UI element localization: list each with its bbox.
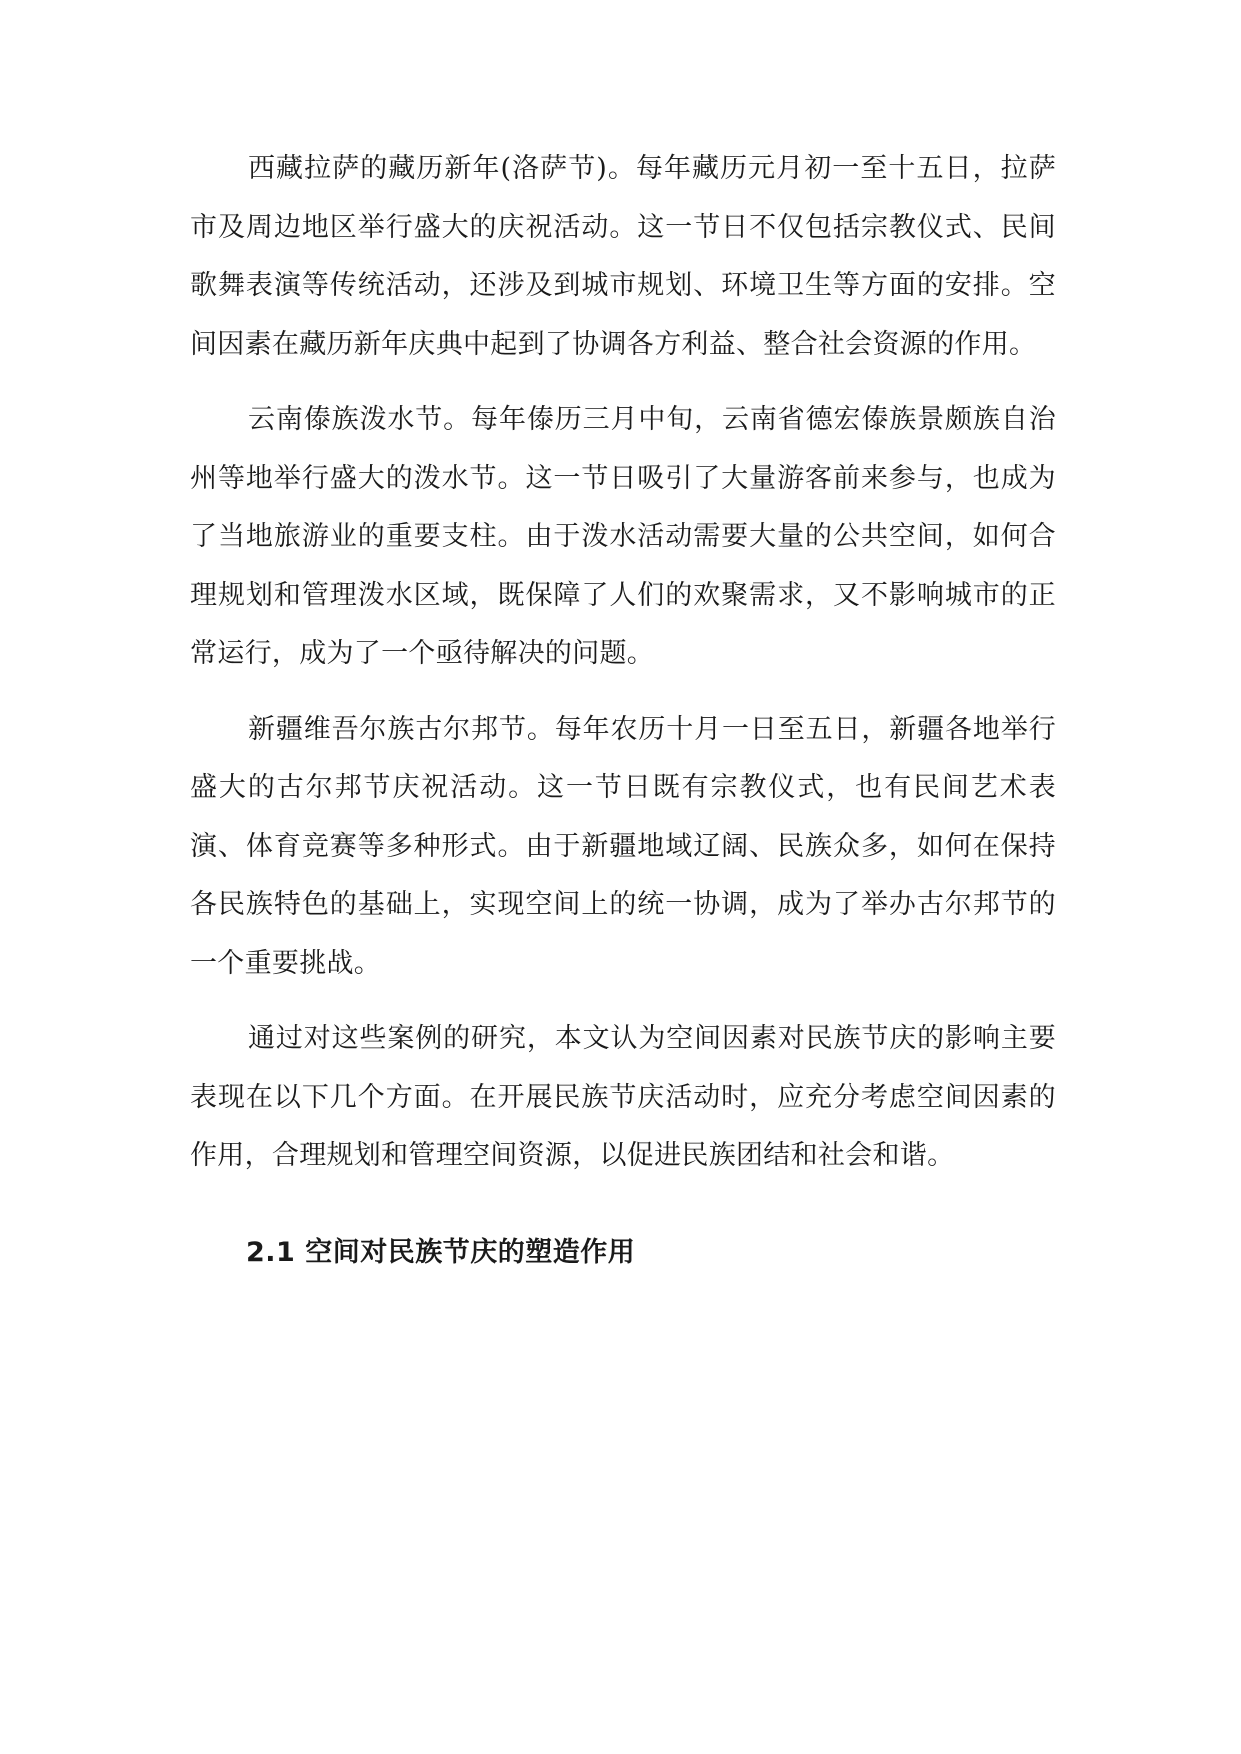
section-heading: 2.1 空间对民族节庆的塑造作用 — [246, 1236, 636, 1268]
paragraph-conclusion: 通过对这些案例的研究，本文认为空间因素对民族节庆的影响主要表现在以下几个方面。在开展民族节庆活动时，应充分考虑空间因素的作用，合理规划和管理空间资源，以促进民族团结和社会和谐。 — [190, 1023, 1056, 1171]
paragraph-corban-festival: 新疆维吾尔族古尔邦节。每年农历十月一日至五日，新疆各地举行盛大的古尔邦节庆祝活动。这一节日既有宗教仪式，也有民间艺术表演、体育竞赛等多种形式。由于新疆地域辽阔、民族众多，如何在保持各民族特色的基础上，实现空间上的统一协调，成为了举办古尔邦节的一个重要挑战。 — [190, 713, 1056, 979]
paragraph-lhasa-new-year: 西藏拉萨的藏历新年(洛萨节)。每年藏历元月初一至十五日，拉萨市及周边地区举行盛大的庆祝活动。这一节日不仅包括宗教仪式、民间歌舞表演等传统活动，还涉及到城市规划、环境卫生等方面的安排。空间因素在藏历新年庆典中起到了协调各方利益、整合社会资源的作用。 — [190, 153, 1056, 360]
document-body — [190, 140, 1056, 1282]
paragraph-water-splashing-festival: 云南傣族泼水节。每年傣历三月中旬，云南省德宏傣族景颇族自治州等地举行盛大的泼水节。这一节日吸引了大量游客前来参与，也成为了当地旅游业的重要支柱。由于泼水活动需要大量的公共空间，如何合理规划和管理泼水区域，既保障了人们的欢聚需求，又不影响城市的正常运行，成为了一个亟待解决的问题。 — [190, 404, 1056, 669]
